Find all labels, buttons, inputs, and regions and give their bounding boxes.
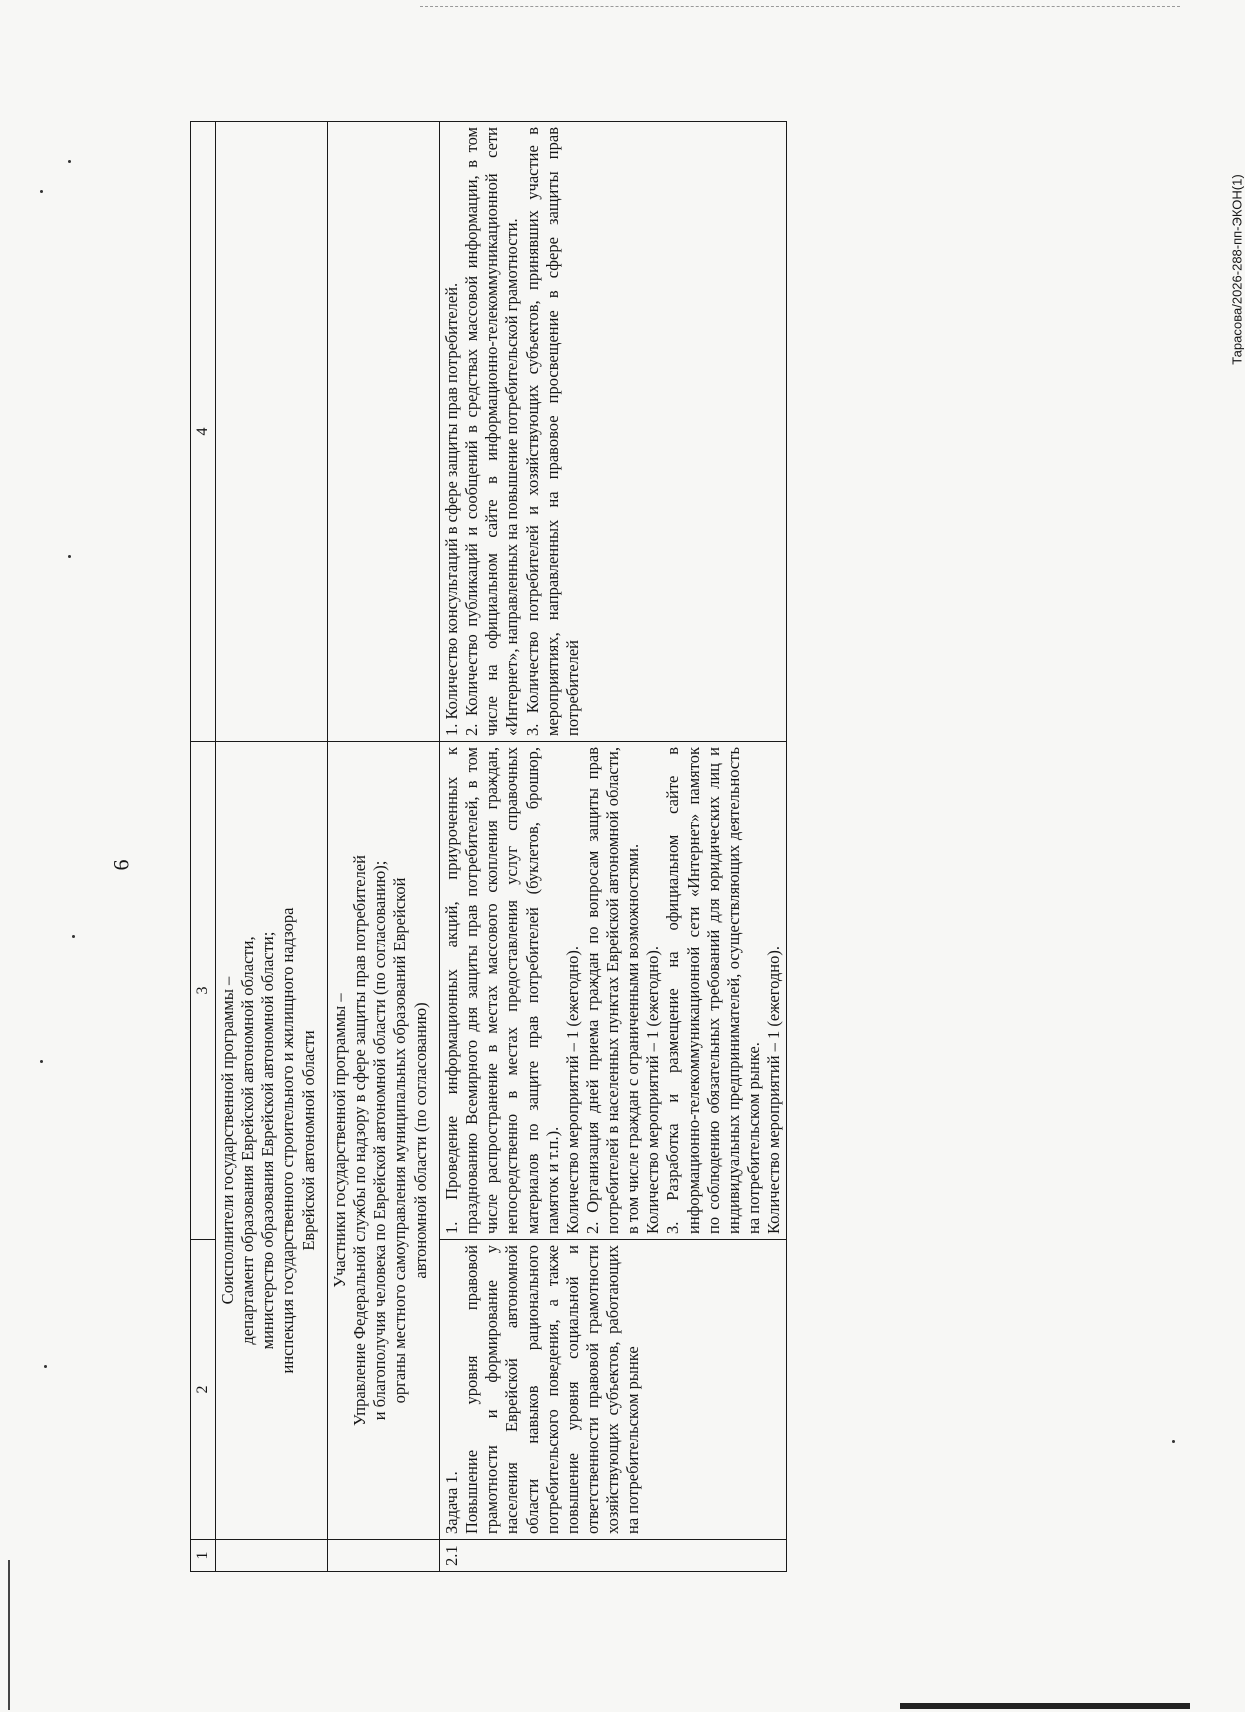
co-executors-title: Соисполнители государственной программы – [218,976,237,1305]
co-executors-row [216,122,328,1572]
table-row [440,122,787,1572]
task-text: Повышение уровня правовой грамотности и формирование у населения Еврейской автономной области навыков рационального потребительского поведения, а также повышение уровня социальной и ответственности правовой грамотности хозяйствующих субъектов, работающих на потребительском рынке [462,1245,643,1534]
participants-line: и благополучия человека по Еврейской автономной области (по согласованию); [370,860,390,1421]
column-number-3: 3 [191,742,216,1240]
scan-artifact-left-edge [8,1560,10,1710]
participants-cell [328,742,440,1540]
co-executors-cell [216,742,328,1540]
column-number-row [191,122,216,1572]
scan-speck [72,935,75,938]
task-title: Задача 1. [442,1471,461,1534]
row-number: 2.1 [440,1540,787,1572]
participants-line: органы местного самоуправления муниципальных образований Еврейской [390,877,410,1404]
measure-item: 2. Организация дней приема граждан по вопросам защиты прав потребителей в населенных пунктах Еврейской автономной области, в том числе граждан с ограниченными возможностями. [582,747,643,1234]
scan-speck [40,190,43,193]
participants-line: Управление Федеральной службы по надзору в сфере защиты прав потребителей [350,855,370,1426]
page-number: 6 [108,859,134,871]
participants-line: автономной области (по согласованию) [410,1002,430,1279]
indicators-cell [440,122,787,742]
program-table [190,121,787,1572]
task-cell [440,1240,787,1540]
rotated-table-container [190,122,783,1572]
measure-item: 3. Разработка и размещение на официальном сайте в информационно-телекоммуникационной сети «Интернет» памяток по соблюдению обязательных требований для юридических лиц и индивидуальных предпринимателей, осуществляющих деятельность на потребительском рынке. [663,747,763,1234]
participants-row [328,122,440,1572]
scan-artifact-bottom-edge [900,1703,1190,1709]
measure-item: 1. Проведение информационных акций, приуроченных к празднованию Всемирного дня защиты прав потребителей, в том числе распространение в местах массового скопления граждан, непосредственно в местах предоставления услуг справочных материалов по защите прав потребителей (буклетов, брошюр, памяток и т.п.). [442,747,562,1234]
measure-count: Количество мероприятий – 1 (ежегодно). [562,946,582,1234]
scan-speck [68,555,71,558]
co-executors-line: Еврейской автономной области [298,1030,318,1251]
indicator-item: 3. Количество потребителей и хозяйствующих субъектов, принявших участие в мероприятиях, направленных на правовое просвещение в сфере защиты прав потребителей [522,127,582,736]
column-number-4: 4 [191,122,216,742]
column-number-2: 2 [191,1240,216,1540]
column-number-1: 1 [191,1540,216,1572]
co-executors-line: инспекция государственного строительного и жилищного надзора [278,907,298,1374]
co-executors-line: департамент образования Еврейской автономной области, [238,936,258,1345]
scan-speck [44,1365,47,1368]
scan-speck [40,1060,43,1063]
scan-artifact-top-line [420,6,1180,7]
scan-speck [68,160,71,163]
document-footer-code: Тарасова/2026-288-пп-ЭКОН(1) [1229,174,1245,365]
measure-count: Количество мероприятий – 1 (ежегодно). [764,946,783,1234]
scan-speck [1172,1440,1175,1443]
indicator-item: 2. Количество публикаций и сообщений в средствах массовой информации, в том числе на официальном сайте в информационно-телекоммуникационной сети «Интернет», направленных на повышение потребительской грамотности. [462,127,522,736]
indicator-item: 1. Количество консультаций в сфере защиты прав потребителей. [442,282,461,736]
measure-count: Количество мероприятий – 1 (ежегодно). [643,946,663,1234]
co-executors-line: министерство образования Еврейской автономной области; [258,931,278,1350]
participants-title: Участники государственной программы – [330,993,349,1288]
measures-cell [440,742,787,1240]
